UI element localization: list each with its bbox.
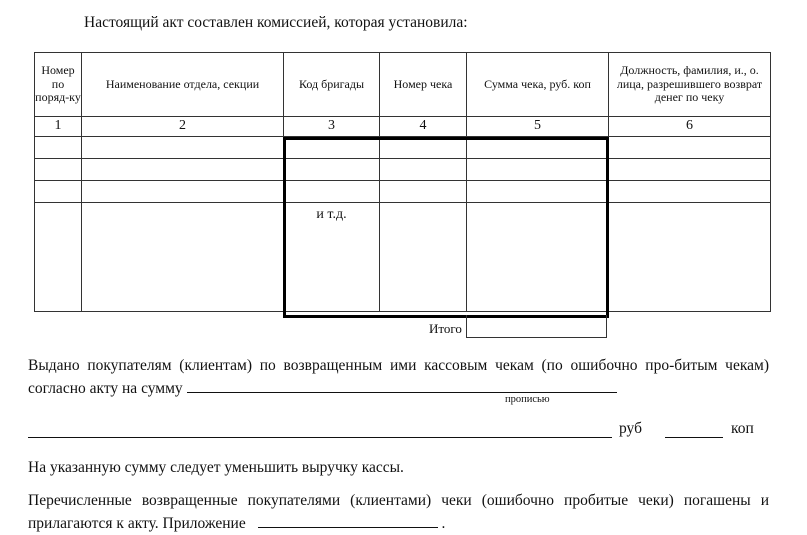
column-number: 1 xyxy=(35,117,82,137)
amount-row xyxy=(28,420,769,442)
cell[interactable] xyxy=(467,159,609,181)
cell[interactable] xyxy=(284,159,380,181)
cell[interactable] xyxy=(467,137,609,159)
cell[interactable] xyxy=(467,203,609,312)
header-check-number: Номер чека xyxy=(380,53,467,117)
attachment-paragraph: Перечисленные возвращенные покупателями (клиентами) чеки (ошибочно пробитые чеки) погашены и прилагаются к акту. Приложение . xyxy=(28,492,769,532)
cell[interactable] xyxy=(82,181,284,203)
kop-label: коп xyxy=(731,420,754,437)
header-check-sum: Сумма чека, руб. коп xyxy=(467,53,609,117)
cell[interactable] xyxy=(284,137,380,159)
cell[interactable] xyxy=(609,159,771,181)
cell[interactable] xyxy=(35,203,82,312)
cell[interactable] xyxy=(35,181,82,203)
column-number: 6 xyxy=(609,117,771,137)
column-number: 4 xyxy=(380,117,467,137)
cell[interactable] xyxy=(609,137,771,159)
column-number: 3 xyxy=(284,117,380,137)
cell[interactable] xyxy=(82,159,284,181)
attachment-line[interactable] xyxy=(258,512,438,528)
table-row xyxy=(35,203,771,312)
attachment-text: Перечисленные возвращенные покупателями (клиентами) чеки (ошибочно пробитые чеки) погашены и прилагаются к акту. Приложение xyxy=(28,492,769,532)
table-header-row xyxy=(35,53,771,117)
reduce-paragraph: На указанную сумму следует уменьшить выручку кассы. xyxy=(28,459,404,476)
cell[interactable] xyxy=(609,181,771,203)
header-brigade-code: Код бригады xyxy=(284,53,380,117)
cell[interactable] xyxy=(609,203,771,312)
amount-line[interactable] xyxy=(28,422,612,438)
etc-cell: и т.д. xyxy=(284,203,380,312)
cell[interactable] xyxy=(380,181,467,203)
table-row xyxy=(35,159,771,181)
header-row-number: Номер по поряд-ку xyxy=(35,53,82,117)
amount-words-line[interactable] xyxy=(187,377,617,393)
column-number: 5 xyxy=(467,117,609,137)
propis-label: прописью xyxy=(505,394,550,405)
header-department: Наименование отдела, секции xyxy=(82,53,284,117)
issued-text: Выдано покупателям (клиентам) по возвращенным ими кассовым чекам (по ошибочно про-битым чекам) согласно акту на сумму xyxy=(28,357,769,397)
cell[interactable] xyxy=(284,181,380,203)
rub-label: руб xyxy=(619,420,642,437)
act-table xyxy=(34,52,771,312)
table-row xyxy=(35,181,771,203)
kop-line[interactable] xyxy=(665,422,723,438)
cell[interactable] xyxy=(380,159,467,181)
intro-text: Настоящий акт составлен комиссией, которая установила: xyxy=(84,14,468,31)
cell[interactable] xyxy=(380,203,467,312)
cell[interactable] xyxy=(380,137,467,159)
column-number: 2 xyxy=(82,117,284,137)
cell[interactable] xyxy=(35,159,82,181)
table-row xyxy=(35,137,771,159)
cell[interactable] xyxy=(82,137,284,159)
total-input[interactable] xyxy=(466,315,607,338)
total-label: Итого xyxy=(429,321,462,336)
cell[interactable] xyxy=(467,181,609,203)
cell[interactable] xyxy=(82,203,284,312)
header-authorizer: Должность, фамилия, и., о. лица, разрешившего возврат денег по чеку xyxy=(609,53,771,117)
column-number-row xyxy=(35,117,771,137)
issued-paragraph xyxy=(28,355,769,400)
cell[interactable] xyxy=(35,137,82,159)
